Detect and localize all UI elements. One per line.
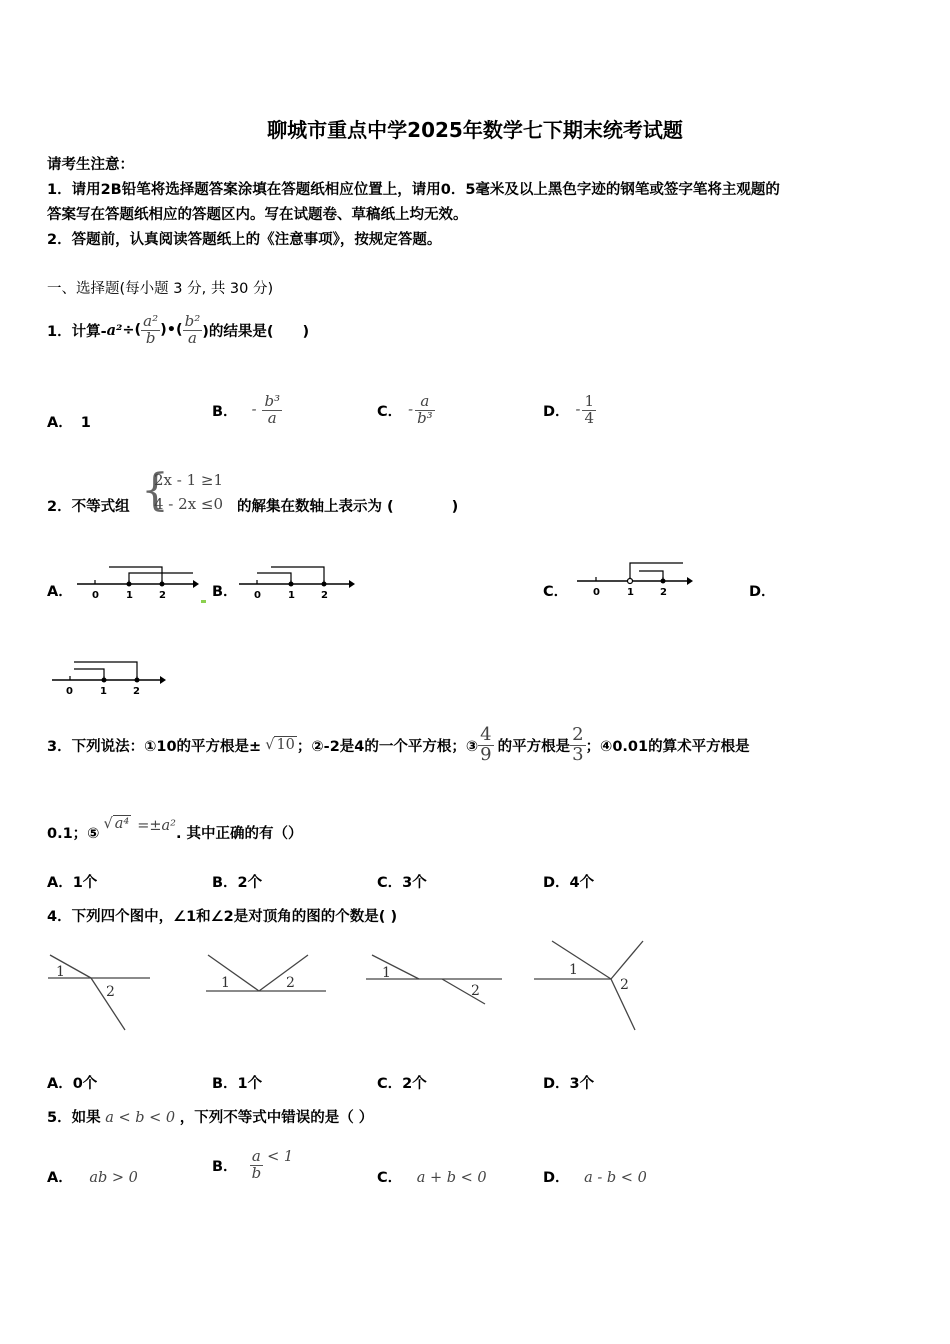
q2-system <box>154 468 223 516</box>
tick-2: 2 <box>159 590 166 601</box>
notice-heading: 请考生注意： <box>47 157 134 173</box>
q4-option-c: C．2个 <box>377 1076 427 1092</box>
q5-option-b-fraction: $\frac{a}{b}$ <box>251 1146 262 1182</box>
q4-figure-1 <box>45 945 155 1035</box>
tick-2: 2 <box>321 590 328 601</box>
q5-option-d: D． a - b < 0 <box>543 1170 647 1186</box>
q4-option-a: A．0个 <box>47 1076 98 1092</box>
svg-text:2: 2 <box>286 975 295 991</box>
q5-option-b: B． $\frac{a}{b}$ < 1 <box>212 1146 294 1182</box>
q2-number-line-c <box>575 558 700 603</box>
q5-option-a: A． ab > 0 <box>47 1170 138 1186</box>
q1-mid2: )•( <box>160 322 183 338</box>
notice-line-2: 2．答题前，认真阅读答题纸上的《注意事项》，按规定答题。 <box>47 232 442 248</box>
q4-figure-2 <box>204 950 329 1000</box>
q1-option-d-fraction: $\frac{1}{4}$ <box>584 391 594 427</box>
q4-figure-4 <box>532 938 652 1033</box>
q2-brace: { <box>141 465 169 516</box>
q1-fraction-2: $\frac{\text{b²}}{a}$ <box>184 311 201 347</box>
green-marker <box>201 600 206 603</box>
q1-a-squared: a² <box>106 321 123 339</box>
q1-option-c-fraction: $\frac{a}{\text{b³}}$ <box>417 391 433 427</box>
tick-0: 0 <box>92 590 99 601</box>
q1-suffix: )的结果是( ) <box>202 323 310 340</box>
q3-option-d: D．4个 <box>543 875 595 891</box>
question-1 <box>47 305 309 355</box>
q1-prefix: 1．计算- <box>47 323 107 340</box>
q2-option-b-label: B． <box>212 584 238 600</box>
tick-2: 2 <box>660 587 667 598</box>
q2-number-line-d <box>50 657 175 702</box>
q4-figure-3 <box>364 950 504 1010</box>
notice-line-1a: 1．请用2B铅笔将选择题答案涂填在答题纸相应位置上，请用0．5毫米及以上黑色字迹的钢笔或签字笔将主观题的 <box>47 182 780 198</box>
section-heading: 一、选择题(每小题 3 分, 共 30 分) <box>47 281 274 297</box>
tick-1: 1 <box>288 590 295 601</box>
q1-mid1: ÷( <box>122 322 142 338</box>
q3-sqrt-a4: √ a⁴ <box>103 816 130 832</box>
tick-1: 1 <box>627 587 634 598</box>
q2-number-line-b <box>237 563 362 608</box>
q3-sqrt-10: √ 10 <box>265 737 295 753</box>
svg-text:1: 1 <box>221 975 230 991</box>
tick-1: 1 <box>100 686 107 697</box>
q5-option-c: C． a + b < 0 <box>377 1170 487 1186</box>
tick-1: 1 <box>126 590 133 601</box>
tick-2: 2 <box>133 686 140 697</box>
q2-inequality-1: 2x - 1 ≥1 <box>154 471 224 489</box>
q1-option-c: C． - $\frac{a}{\text{b³}}$ <box>377 391 433 427</box>
q2-suffix: 的解集在数轴上表示为 ( ) <box>237 499 459 515</box>
notice-line-1b: 答案写在答题纸相应的答题区内。写在试题卷、草稿纸上均无效。 <box>47 207 468 223</box>
question-3-line-1: 3．下列说法：①10的平方根是± √ 10 ；②-2是4的一个平方根；③ $\frac{4}{9}$ 的平方根是 $\frac{2}{3}$ ；④0.01的算术平方根是 <box>47 723 750 765</box>
angle-2-label: 2 <box>106 984 115 1000</box>
svg-text:1: 1 <box>382 965 391 981</box>
q1-fraction-1: $\frac{\text{a²}}{b}$ <box>143 311 159 347</box>
q1-option-a: A． 1 <box>47 415 91 431</box>
svg-text:2: 2 <box>471 983 480 999</box>
q3-option-a: A．1个 <box>47 875 98 891</box>
q2-inequality-2: 4 - 2x ≤0 <box>154 495 224 513</box>
q1-option-b: B． - $\frac{\text{b³}}{a}$ <box>212 391 281 427</box>
q3-fraction-4-9: $\frac{4}{9}$ <box>480 723 492 765</box>
q2-option-c-label: C． <box>543 584 569 600</box>
tick-0: 0 <box>593 587 600 598</box>
page-title: 聊城市重点中学2025年数学七下期末统考试题 <box>267 118 683 142</box>
tick-0: 0 <box>66 686 73 697</box>
tick-0: 0 <box>254 590 261 601</box>
q2-option-d-label: D． <box>749 584 776 600</box>
q4-option-b: B．1个 <box>212 1076 263 1092</box>
q2-number-line-a <box>75 563 200 608</box>
question-4: 4．下列四个图中，∠1和∠2是对顶角的图的个数是( ) <box>47 909 398 925</box>
q3-option-b: B．2个 <box>212 875 263 891</box>
q2-option-a-label: A． <box>47 584 73 600</box>
svg-text:2: 2 <box>620 977 629 993</box>
q5-condition: a < b < 0 <box>105 1110 176 1126</box>
question-3-line-2: 0.1；⑤ √ a⁴ =±a² . 其中正确的有（） <box>47 816 303 842</box>
q1-option-b-fraction: $\frac{\text{b³}}{a}$ <box>264 391 281 427</box>
q1-option-d: D． - $\frac{1}{4}$ <box>543 391 594 427</box>
angle-1-label: 1 <box>56 964 65 980</box>
q3-option-c: C．3个 <box>377 875 427 891</box>
q4-option-d: D．3个 <box>543 1076 595 1092</box>
q2-prefix: 2．不等式组 <box>47 499 130 515</box>
q3-fraction-2-3: $\frac{2}{3}$ <box>572 723 584 765</box>
svg-text:1: 1 <box>569 962 578 978</box>
question-5: 5．如果 a < b < 0 ，下列不等式中错误的是（ ） <box>47 1110 374 1126</box>
